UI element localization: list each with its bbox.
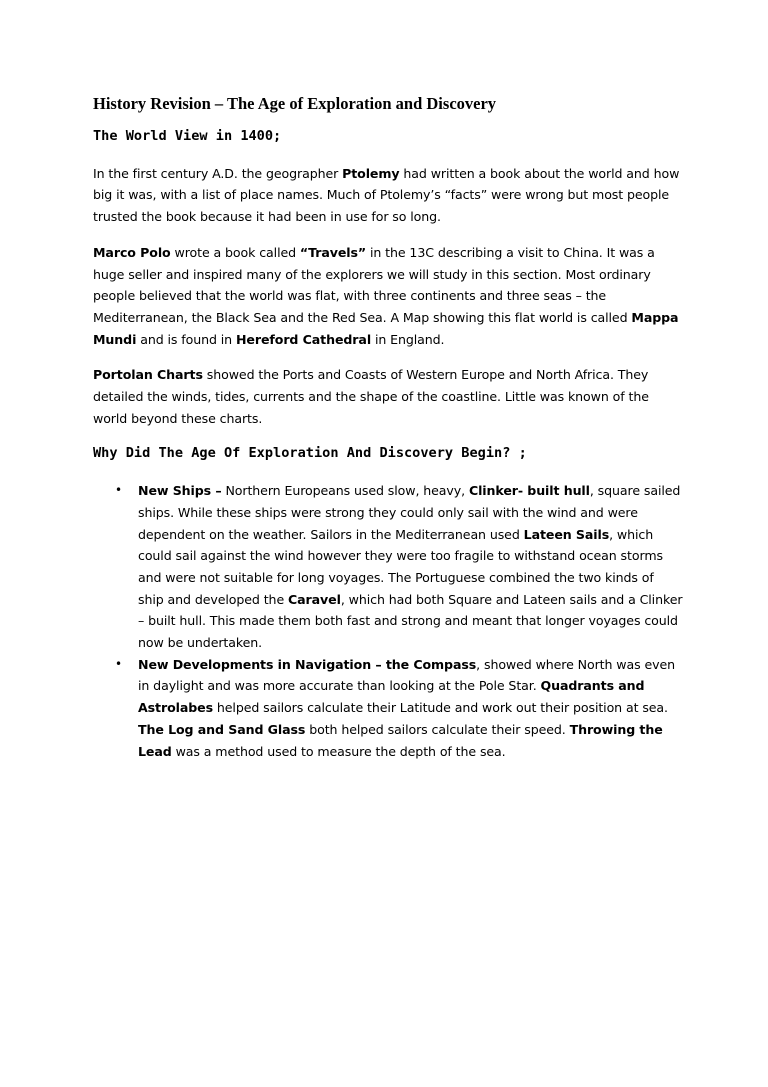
- text-run: , which could sail against the wind however they were too fragile to withstand ocean storms and were not suitable for long voyages. The Portuguese combined the two kinds of ship and developed the: [138, 526, 663, 607]
- section-heading-why-begin: Why Did The Age Of Exploration And Discovery Begin? ;: [93, 445, 527, 462]
- bold-term: Mappa Mundi: [93, 309, 679, 347]
- bold-term: The Log and Sand Glass: [138, 721, 306, 737]
- document-title: History Revision – The Age of Exploration and Discovery: [93, 94, 497, 113]
- text-run: was a method used to measure the depth of the sea.: [171, 743, 506, 759]
- bold-term: Quadrants and Astrolabes: [138, 678, 645, 716]
- section-heading-world-view: The World View in 1400;: [93, 128, 282, 144]
- text-run: , square sailed ships. While these ships were strong they could only sail with the wind and were dependent on the weather. Sailors in the Mediterranean used: [138, 483, 681, 542]
- text-run: in England.: [371, 331, 445, 347]
- text-run: Northern Europeans used slow, heavy,: [221, 483, 469, 499]
- text-run: In the first century A.D. the geographer: [93, 165, 343, 181]
- paragraph-marco-polo: [93, 242, 683, 351]
- bold-term: Clinker- built hull: [468, 483, 590, 499]
- text-run: had written a book about the world and how big it was, with a list of place names. Much of Ptolemy’s “facts” were wrong but most people trusted the book because it had been in use for so long.: [93, 165, 680, 225]
- paragraph-ptolemy: [93, 163, 683, 228]
- bullet-icon: •: [115, 656, 122, 671]
- text-run: , which had both Square and Lateen sails and a Clinker – built hull. This made them both fast and strong and meant that longer voyages could now be undertaken.: [138, 591, 683, 651]
- reasons-list: [93, 480, 683, 762]
- text-run: helped sailors calculate their Latitude and work out their position at sea.: [213, 700, 668, 716]
- text-run: showed the Ports and Coasts of Western Europe and North Africa. They detailed the winds, tides, currents and the shape of the coastline. Little was known of the world beyond these charts.: [93, 367, 649, 426]
- document-page: [93, 92, 683, 762]
- text-run: in the 13C describing a visit to China. It was a huge seller and inspired many of the explorers we will study in this section. Most ordinary people believed that the world was flat, with three continents and three seas – the Mediterranean, the Black Sea and the Red Sea. A Map showing this flat world is called: [93, 244, 655, 325]
- bold-term: Portolan Charts: [93, 367, 203, 383]
- list-item-text: [138, 483, 682, 650]
- bold-term: Throwing the Lead: [138, 721, 663, 759]
- bullet-icon: •: [115, 483, 122, 498]
- text-run: and is found in: [136, 331, 236, 347]
- list-item-text: [138, 657, 675, 759]
- paragraph-portolan-charts: [93, 364, 683, 429]
- list-item-navigation: [93, 654, 683, 763]
- bold-term: Caravel: [288, 591, 341, 607]
- bold-term: New Developments in Navigation – the Compass: [138, 656, 477, 672]
- text-run: , showed where North was even in daylight and was more accurate than looking at the Pole Star.: [138, 656, 675, 694]
- bold-term: “Travels”: [299, 244, 367, 260]
- list-item-new-ships: [93, 480, 683, 654]
- text-run: wrote a book called: [170, 244, 300, 260]
- bold-term: Marco Polo: [93, 244, 171, 260]
- bold-term: Ptolemy: [342, 165, 400, 181]
- bold-term: New Ships –: [138, 483, 222, 499]
- bold-term: Lateen Sails: [523, 526, 610, 542]
- text-run: both helped sailors calculate their speed.: [305, 721, 570, 737]
- bold-term: Hereford Cathedral: [235, 331, 372, 347]
